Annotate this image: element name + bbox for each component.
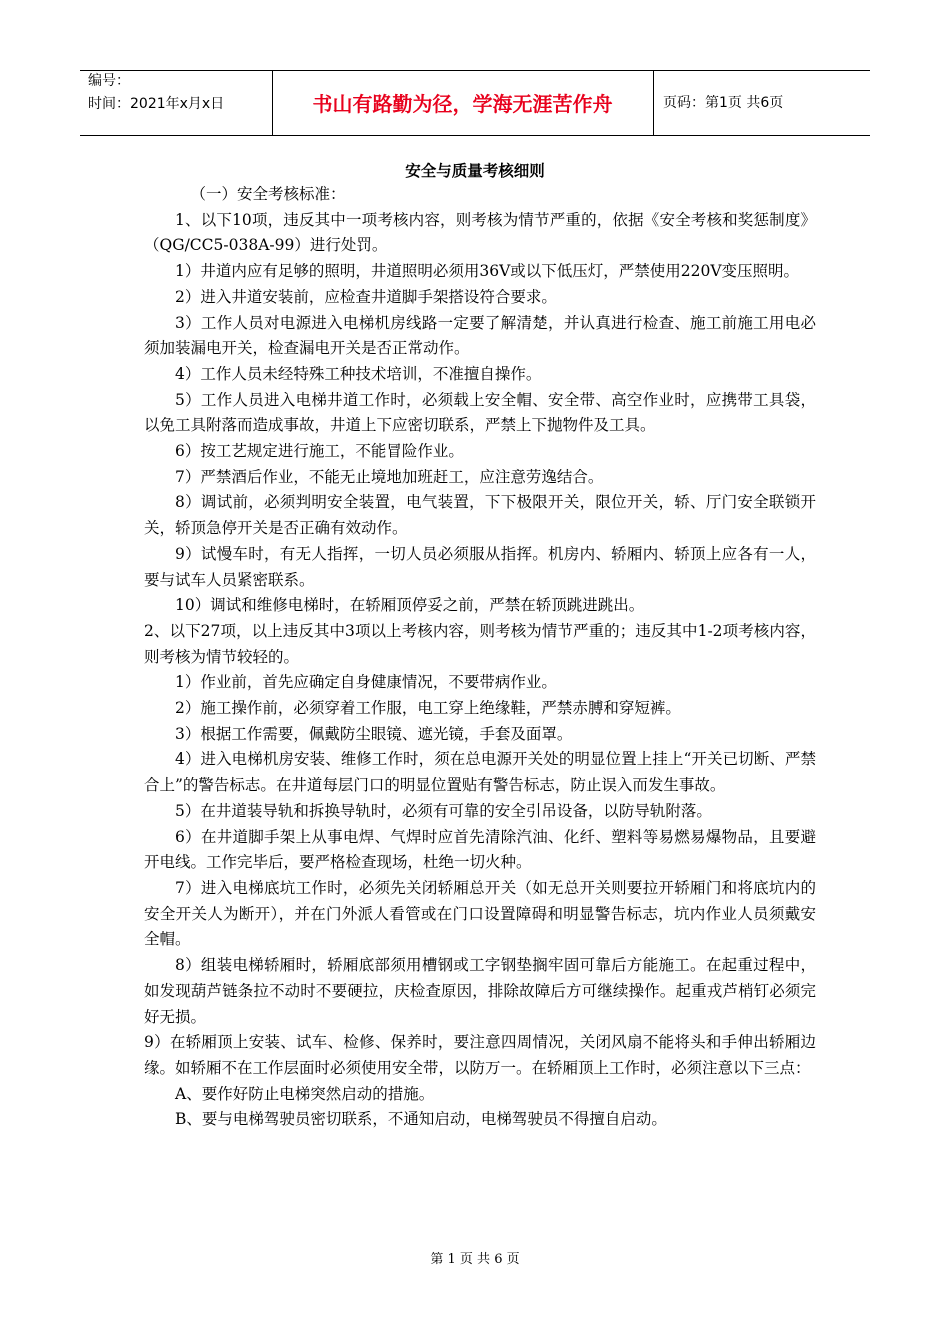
header-info — [88, 72, 224, 114]
paragraph: 7）进入电梯底坑工作时，必须先关闭轿厢总开关（如无总开关则要拉开轿厢门和将底坑内的安全开关人为断开），并在门外派人看管或在门口设置障碍和明显警告标志，坑内作业人员须戴安全帽。 — [144, 878, 816, 949]
paragraph: 3）根据工作需要，佩戴防尘眼镜、遮光镜，手套及面罩。 — [175, 724, 573, 743]
paragraph: 2）施工操作前，必须穿着工作服，电工穿上绝缘鞋，严禁赤膊和穿短裤。 — [175, 699, 681, 718]
header-page-number: 页码：第1页 共6页 — [663, 95, 784, 111]
number-label: 编号： — [88, 73, 130, 89]
paragraph: 1）井道内应有足够的照明，井道照明必须用36V或以下低压灯，严禁使用220V变压照明。 — [175, 262, 800, 281]
paragraph: 5）在井道装导轨和拆换导轨时，必须有可靠的安全引吊设备，以防导轨附落。 — [175, 801, 712, 820]
header-slogan: 书山有路勤为径，学海无涯苦作舟 — [312, 92, 613, 116]
paragraph: （一）安全考核标准： — [190, 185, 346, 203]
paragraph: 4）工作人员未经特殊工种技术培训，不准擅自操作。 — [175, 364, 542, 383]
paragraph: 1、以下10项，违反其中一项考核内容，则考核为情节严重的，依据《安全考核和奖惩制度》（QG/CC5-038A-99）进行处罚。 — [144, 210, 816, 255]
paragraph: 4）进入电梯机房安装、维修工作时，须在总电源开关处的明显位置上挂上“开关已切断、严禁合上”的警告标志。在井道每层门口的明显位置贴有警告标志，防止误入而发生事故。 — [144, 750, 816, 795]
paragraph: 9）试慢车时，有无人指挥，一切人员必须服从指挥。机房内、轿厢内、轿顶上应各有一人，要与试车人员紧密联系。 — [144, 544, 816, 589]
header-bottom-rule — [80, 135, 870, 136]
document-title: 安全与质量考核细则 — [405, 161, 545, 180]
paragraph: 9）在轿厢顶上安装、试车、检修、保养时，要注意四周情况，关闭风扇不能将头和手伸出轿厢边缘。如轿厢不在工作层面时必须使用安全带，以防万一。在轿厢顶上工作时，必须注意以下三点： — [144, 1033, 816, 1077]
paragraph: 6）在井道脚手架上从事电焊、气焊时应首先清除汽油、化纤、塑料等易燃易爆物品，且要避开电线。工作完毕后，要严格检查现场，杜绝一切火种。 — [144, 827, 816, 872]
paragraph: 7）严禁酒后作业，不能无止境地加班赶工，应注意劳逸结合。 — [175, 467, 604, 486]
page-footer: 第 1 页 共 6 页 — [430, 1252, 520, 1267]
paragraph: B、要与电梯驾驶员密切联系，不通知启动，电梯驾驶员不得擅自启动。 — [175, 1110, 667, 1129]
paragraph: 8）调试前，必须判明安全装置，电气装置，下下极限开关，限位开关，轿、厅门安全联锁开关，轿顶急停开关是否正确有效动作。 — [144, 493, 816, 538]
paragraph: 2、以下27项，以上违反其中3项以上考核内容，则考核为情节严重的；违反其中1-2项考核内容，则考核为情节较轻的。 — [144, 621, 816, 666]
paragraph: 2）进入井道安装前，应检查井道脚手架搭设符合要求。 — [175, 287, 557, 306]
paragraph: 5）工作人员进入电梯井道工作时，必须载上安全帽、安全带、高空作业时，应携带工具袋，以免工具附落而造成事故，井道上下应密切联系，严禁上下抛物件及工具。 — [144, 390, 816, 435]
document-body — [144, 182, 816, 1133]
paragraph: A、要作好防止电梯突然启动的措施。 — [175, 1084, 435, 1103]
paragraph: 1）作业前，首先应确定自身健康情况，不要带病作业。 — [175, 673, 557, 692]
paragraph: 6）按工艺规定进行施工，不能冒险作业。 — [175, 442, 464, 461]
time-label: 时间：2021年x月x日 — [88, 96, 225, 112]
paragraph: 8）组装电梯轿厢时，轿厢底部须用槽钢或工字钢垫搁牢固可靠后方能施工。在起重过程中，如发现葫芦链条拉不动时不要硬拉，庆检查原因，排除故障后方可继续操作。起重戎芦梢钉必须完好无损。 — [144, 956, 816, 1026]
paragraph: 10）调试和维修电梯时，在轿厢顶停妥之前，严禁在轿顶跳进跳出。 — [175, 596, 645, 615]
paragraph: 3）工作人员对电源进入电梯机房线路一定要了解清楚，并认真进行检查、施工前施工用电必须加装漏电开关，检查漏电开关是否正常动作。 — [144, 313, 816, 358]
header-divider-right — [653, 70, 654, 135]
